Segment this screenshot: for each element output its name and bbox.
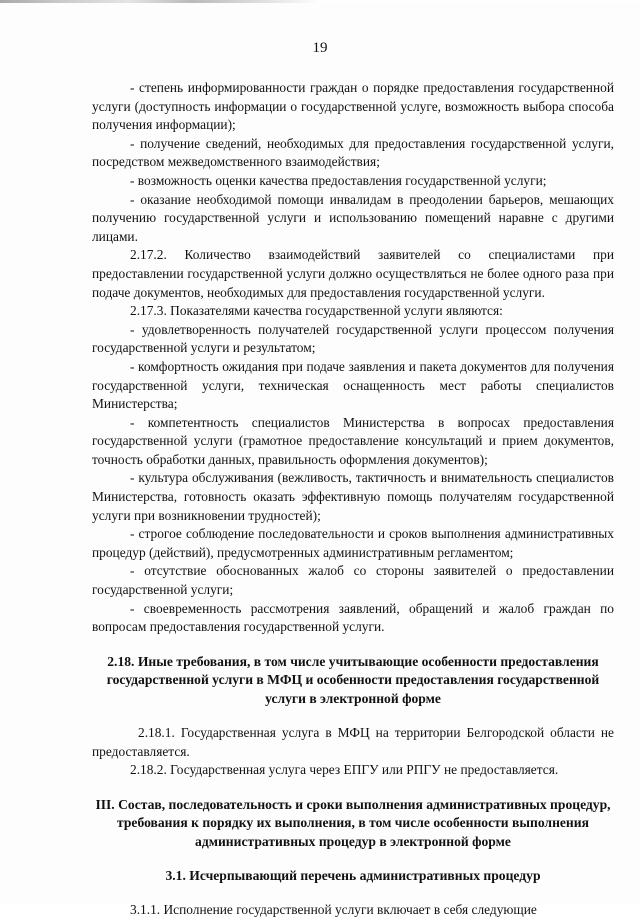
paragraph: - своевременность рассмотрения заявлений, обращений и жалоб граждан по вопросам предоставления государственной услуги. <box>92 600 614 635</box>
paragraph: - возможность оценки качества предоставления государственной услуги; <box>130 172 547 188</box>
paragraph: 3.1.1. Исполнение государственной услуги включает в себя следующие <box>130 902 537 918</box>
paragraph: - культура обслуживания (вежливость, тактичность и внимательность специалистов Министерства, готовность оказать эффективную помощь получателям государственной услуги при возникновении трудностей); <box>92 470 614 523</box>
paragraph: 2.18.1. Государственная услуга в МФЦ на территории Белгородской области не предоставляется. <box>92 725 614 759</box>
paragraph: - получение сведений, необходимых для предоставления государственной услуги, посредством межведомственного взаимодействия; <box>92 135 614 170</box>
paragraph: - отсутствие обоснованных жалоб со стороны заявителей о предоставлении государственной услуги; <box>92 563 614 598</box>
paragraph: 2.17.3. Показателями качества государственной услуги являются: <box>130 303 503 319</box>
paragraph: 2.18.2. Государственная услуга через ЕПГУ или РПГУ не предоставляется. <box>130 762 559 778</box>
page-number: 19 <box>312 40 328 56</box>
section-heading-2-18: 2.18. Иные требования, в том числе учитывающие особенности предоставления государственной услуги в МФЦ и особенности предоставления государственной услуги в электронной форме <box>106 653 600 706</box>
document-body <box>92 79 614 920</box>
section-heading-iii: III. Состав, последовательность и сроки выполнения административных процедур, требования к порядку их выполнения, в том числе особенности выполнения административных процедур в электронной форме <box>95 796 611 849</box>
paragraph: 2.17.2. Количество взаимодействий заявителей со специалистами при предоставлении государственной услуги должно осуществляться не более одного раза при подаче документов, необходимых для предоставления государственной услуги. <box>92 247 614 300</box>
paragraph: - комфортность ожидания при подаче заявления и пакета документов для получения государственной услуги, техническая оснащенность мест работы специалистов Министерства; <box>92 358 614 412</box>
paragraph: - оказание необходимой помощи инвалидам в преодолении барьеров, мешающих получению государственной услуги и использованию помещений наравне с другими лицами. <box>92 191 614 244</box>
paragraph: - степень информированности граждан о порядке предоставления государственной услуги (доступность информации о государственной услуге, возможность выбора способа получения информации); <box>92 80 614 133</box>
paragraph: - строгое соблюдение последовательности и сроков выполнения административных процедур (действий), предусмотренных административным регламентом; <box>92 526 614 560</box>
scan-artifact <box>0 0 640 3</box>
paragraph: - компетентность специалистов Министерства в вопросах предоставления государственной услуги (грамотное предоставление консультаций и прием документов, точность обработки данных, правильность оформления документов); <box>92 414 614 467</box>
section-heading-3-1: 3.1. Исчерпывающий перечень административных процедур <box>165 868 541 884</box>
paragraph: - удовлетворенность получателей государственной услуги процессом получения государственной услуги и результатом; <box>92 321 614 356</box>
